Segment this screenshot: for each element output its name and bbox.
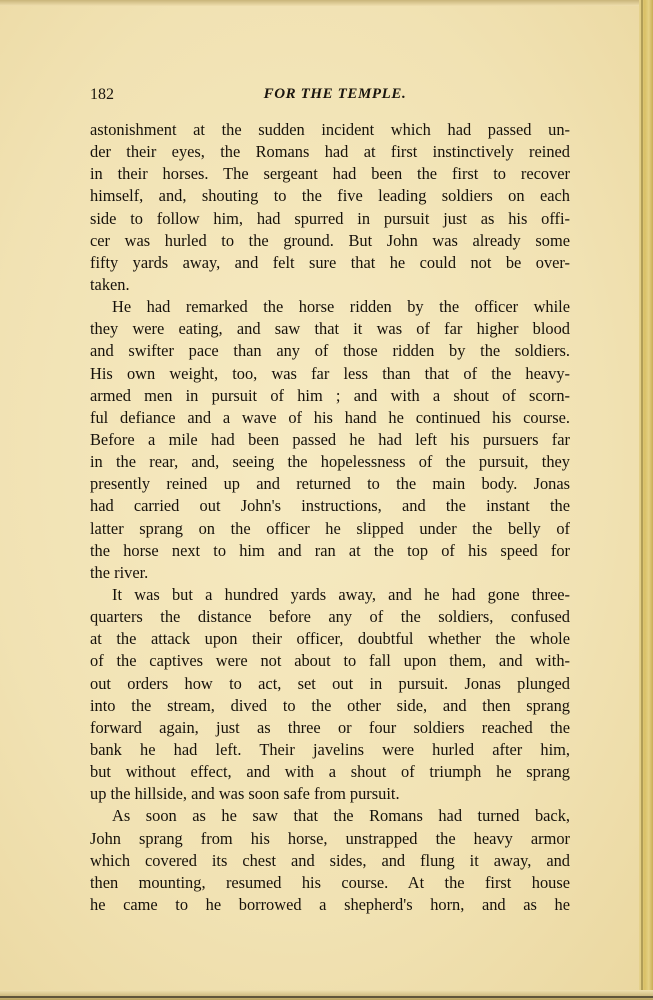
gutter-shadow-line (641, 0, 643, 1000)
text-line: latter sprang on the officer he slipped under the belly of (90, 518, 570, 538)
text-line: in their horses. The sergeant had been the first to recover (90, 164, 570, 184)
text-line: but without effect, and with a shout of triumph he sprang (90, 762, 570, 782)
text-line: had carried out John's instructions, and the instant the (90, 496, 570, 516)
text-line: the river. (90, 562, 149, 582)
text-line: side to follow him, had spurred in pursuit just as his offi- (90, 208, 570, 228)
text-line: His own weight, too, was far less than that of the heavy- (90, 363, 570, 383)
text-line: bank he had left. Their javelins were hurled after him, (90, 739, 570, 759)
text-line: out orders how to act, set out in pursuit. Jonas plunged (90, 673, 570, 693)
text-line: presently reined up and returned to the main body. Jonas (90, 474, 570, 494)
text-line: He had remarked the horse ridden by the officer while (112, 297, 570, 317)
page-bottom-edge (0, 990, 653, 1000)
text-line: of the captives were not about to fall upon them, and with- (90, 651, 570, 671)
text-line: John sprang from his horse, unstrapped the heavy armor (90, 828, 570, 848)
text-line: Before a mile had been passed he had left his pursuers far (90, 429, 570, 449)
text-line: they were eating, and saw that it was of far higher blood (90, 319, 570, 339)
text-line: ful defiance and a wave of his hand he continued his course. (90, 407, 570, 427)
text-line: he came to he borrowed a shepherd's horn, and as he (90, 894, 570, 914)
text-line: into the stream, dived to the other side, and then sprang (90, 695, 570, 715)
running-title: FOR THE TEMPLE. (263, 86, 407, 102)
text-line: in the rear, and, seeing the hopelessness of the pursuit, they (90, 452, 570, 472)
page-top-edge (0, 0, 653, 6)
text-line: It was but a hundred yards away, and he had gone three- (112, 584, 570, 604)
text-line: then mounting, resumed his course. At the first house (90, 872, 570, 892)
text-line: the horse next to him and ran at the top of his speed for (90, 540, 570, 560)
text-line: astonishment at the sudden incident which had passed un- (90, 120, 570, 139)
text-line: forward again, just as three or four soldiers reached the (90, 717, 570, 737)
text-line: and swifter pace than any of those ridden by the soldiers. (90, 341, 570, 361)
text-line: fifty yards away, and felt sure that he could not be over- (90, 252, 570, 272)
page-number: 182 (90, 86, 114, 103)
text-line: quarters the distance before any of the soldiers, confused (90, 607, 570, 627)
page-header (90, 86, 570, 106)
text-line: which covered its chest and sides, and flung it away, and (90, 850, 570, 870)
text-line: As soon as he saw that the Romans had turned back, (112, 806, 570, 826)
text-line: der their eyes, the Romans had at first instinctively reined (90, 142, 570, 162)
text-line: cer was hurled to the ground. But John was already some (90, 230, 570, 250)
body-text (90, 119, 570, 916)
text-line: armed men in pursuit of him ; and with a shout of scorn- (90, 385, 570, 405)
text-line: himself, and, shouting to the five leading soldiers on each (90, 186, 570, 206)
text-line: at the attack upon their officer, doubtful whether the whole (90, 629, 570, 649)
text-line: up the hillside, and was soon safe from pursuit. (90, 784, 400, 804)
page-bottom-rule (0, 996, 653, 998)
text-line: taken. (90, 274, 130, 294)
